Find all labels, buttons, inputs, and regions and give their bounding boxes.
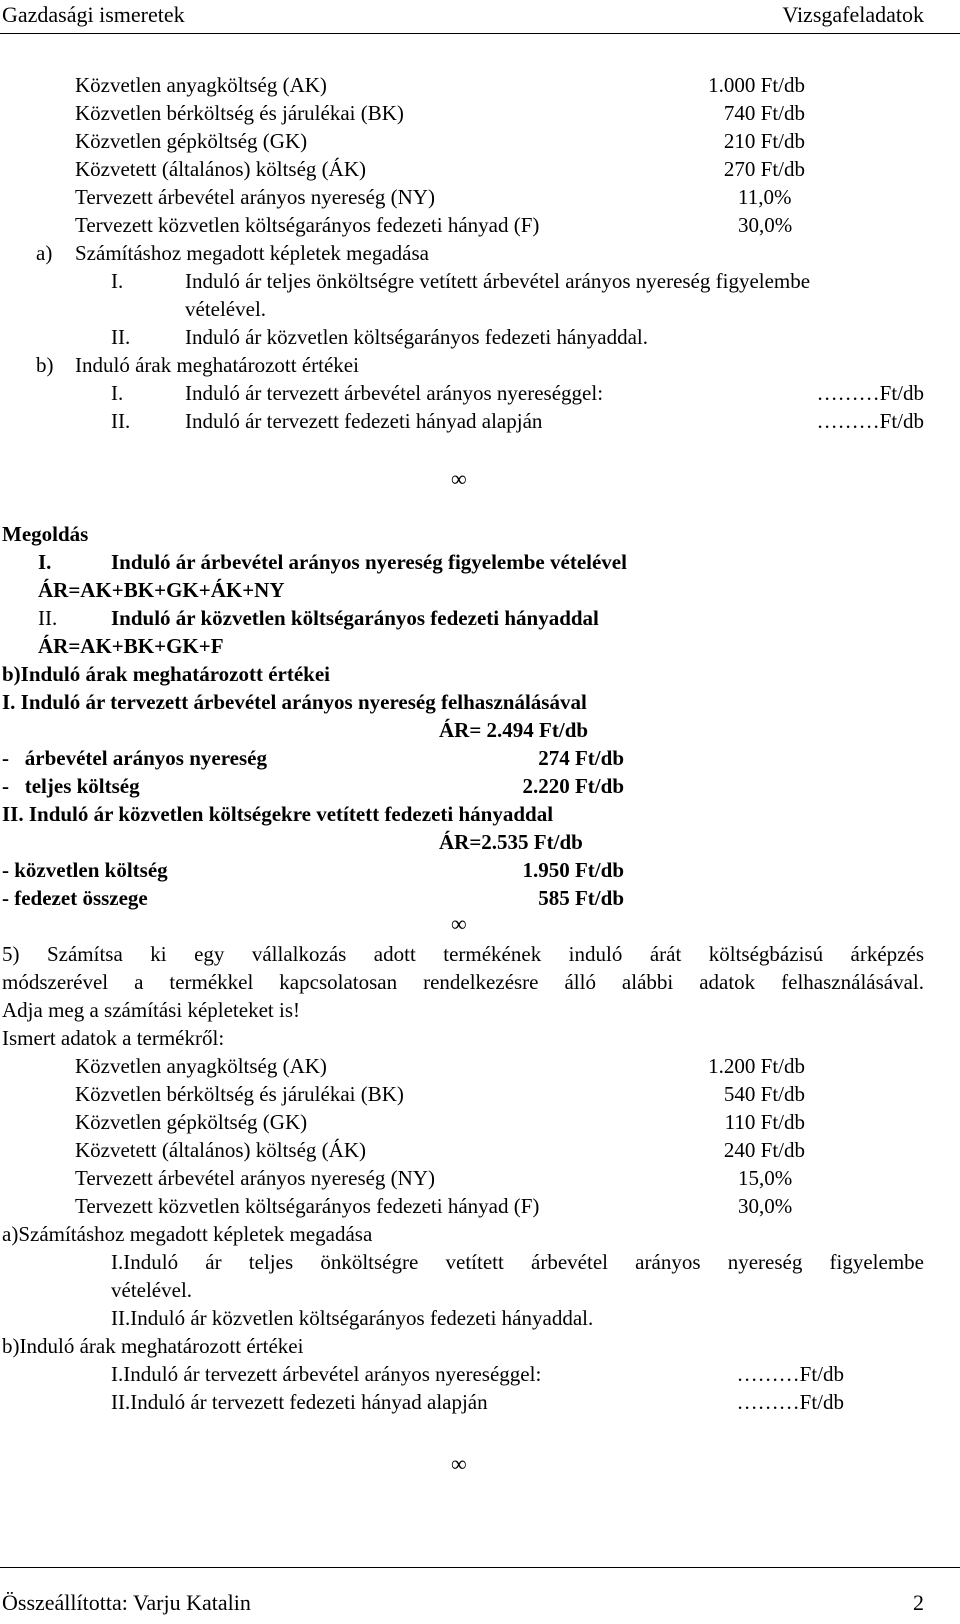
sol-row3-value: 1.950 Ft/db (522, 858, 624, 882)
t5-intro-line1: 5) Számítsa ki egy vállalkozás adott termékének induló árát költségbázisú árképzés (2, 942, 924, 966)
t1-label-gk: Közvetlen gépköltség (GK) (75, 129, 308, 153)
sol-l3-num: II. (38, 606, 58, 630)
t1-value-ak2: 270 Ft/db (723, 157, 805, 181)
t1-b-mark: b) (36, 353, 54, 377)
t1-label-bk: Közvetlen bérköltség és járulékai (BK) (75, 101, 404, 125)
t5-label-gk: Közvetlen gépköltség (GK) (75, 1110, 308, 1134)
t1-value-bk: 740 Ft/db (723, 101, 805, 125)
t5-label-ny: Tervezett árbevétel arányos nyereség (NY) (75, 1166, 436, 1190)
sol-row3-label: - közvetlen költség (2, 858, 168, 882)
t1-b2-num: II. (111, 409, 131, 433)
t1-b1-text: Induló ár tervezett árbevétel arányos nyereséggel: (185, 381, 604, 405)
sol-row2-label: - teljes költség (2, 774, 140, 798)
sol-formula-2: ÁR=AK+BK+GK+F (38, 634, 224, 658)
t1-a2-text: Induló ár közvetlen költségarányos fedezeti hányaddal. (185, 325, 648, 349)
header-left: Gazdasági ismeretek (2, 2, 185, 27)
t1-a1-text2: vételével. (185, 297, 267, 321)
sol-row2-value: 2.220 Ft/db (522, 774, 624, 798)
t5-label-bk: Közvetlen bérköltség és járulékai (BK) (75, 1082, 404, 1106)
t5-b1-text: I.Induló ár tervezett árbevétel arányos nyereséggel: (111, 1362, 542, 1386)
t1-a1-text: Induló ár teljes önköltségre vetített árbevétel arányos nyereség figyelembe (185, 269, 811, 293)
sol-row4-value: 585 Ft/db (538, 886, 624, 910)
t5-label-ak: Közvetlen anyagköltség (AK) (75, 1054, 327, 1078)
t5-intro-line3: Adja meg a számítási képleteket is! (2, 998, 300, 1022)
header-right: Vizsgafeladatok (782, 2, 924, 27)
sol-row4-label: - fedezet összege (2, 886, 148, 910)
t1-b2-value: ………Ft/db (816, 409, 924, 433)
t5-value-ak: 1.200 Ft/db (708, 1054, 805, 1078)
t5-intro-line2: módszerével a termékkel kapcsolatosan rendelkezésre álló alábbi adatok felhasználásával. (2, 970, 924, 994)
footer-left: Összeállította: Varju Katalin (2, 1590, 251, 1615)
t1-a-mark: a) (36, 241, 53, 265)
t5-b2-text: II.Induló ár tervezett fedezeti hányad alapján (111, 1390, 488, 1414)
sol-b2-head: II. Induló ár közvetlen költségekre vetített fedezeti hányaddal (2, 802, 554, 826)
t1-value-ny: 11,0% (738, 185, 792, 209)
t1-value-gk: 210 Ft/db (723, 129, 805, 153)
t5-value-f: 30,0% (738, 1194, 793, 1218)
t5-a1-line1: I.Induló ár teljes önköltségre vetített árbevétel arányos nyereség figyelembe (111, 1250, 924, 1274)
sol-row1-label: - árbevétel arányos nyereség (2, 746, 267, 770)
t5-a2: II.Induló ár közvetlen költségarányos fedezeti hányaddal. (111, 1306, 594, 1330)
t1-value-f: 30,0% (738, 213, 793, 237)
solution-title: Megoldás (2, 522, 89, 546)
header-rule (0, 33, 960, 34)
t1-b-text: Induló árak meghatározott értékei (75, 353, 359, 377)
t1-a2-num: II. (111, 325, 131, 349)
infinity-separator-2: ∞ (451, 911, 467, 936)
t1-b2-text: Induló ár tervezett fedezeti hányad alapján (185, 409, 543, 433)
page-number: 2 (913, 1590, 924, 1615)
sol-b1-head: I. Induló ár tervezett árbevétel arányos nyereség felhasználásával (2, 690, 587, 714)
t5-value-bk: 540 Ft/db (723, 1082, 805, 1106)
t1-value-ak: 1.000 Ft/db (708, 73, 805, 97)
infinity-separator-1: ∞ (451, 466, 467, 491)
t5-value-gk: 110 Ft/db (724, 1110, 805, 1134)
sol-l1-num: I. (38, 550, 52, 574)
sol-formula-1: ÁR=AK+BK+GK+ÁK+NY (38, 578, 285, 602)
t1-label-ak2: Közvetett (általános) költség (ÁK) (75, 157, 366, 181)
t5-value-ak2: 240 Ft/db (723, 1138, 805, 1162)
t1-b1-num: I. (111, 381, 124, 405)
t1-label-ny: Tervezett árbevétel arányos nyereség (NY) (75, 185, 436, 209)
t5-label-ak2: Közvetett (általános) költség (ÁK) (75, 1138, 366, 1162)
infinity-separator-3: ∞ (451, 1451, 467, 1476)
t1-a1-num: I. (111, 269, 124, 293)
t1-a-text: Számításhoz megadott képletek megadása (75, 241, 429, 265)
t5-b-head: b)Induló árak meghatározott értékei (2, 1334, 304, 1358)
sol-ar1: ÁR= 2.494 Ft/db (439, 718, 589, 742)
t5-a-head: a)Számításhoz megadott képletek megadása (2, 1222, 373, 1246)
t5-value-ny: 15,0% (738, 1166, 793, 1190)
sol-l1-text: Induló ár árbevétel arányos nyereség figyelembe vételével (111, 550, 627, 574)
sol-row1-value: 274 Ft/db (538, 746, 624, 770)
t5-b1-value: ………Ft/db (736, 1362, 844, 1386)
t5-label-f: Tervezett közvetlen költségarányos fedezeti hányad (F) (75, 1194, 540, 1218)
t5-a1-line2: vételével. (111, 1278, 193, 1302)
t5-known-heading: Ismert adatok a termékről: (2, 1026, 225, 1050)
footer-rule (0, 1567, 960, 1568)
t1-label-ak: Közvetlen anyagköltség (AK) (75, 73, 327, 97)
sol-l3-text: Induló ár közvetlen költségarányos fedezeti hányaddal (111, 606, 599, 630)
t1-b1-value: ………Ft/db (816, 381, 924, 405)
sol-ar2: ÁR=2.535 Ft/db (439, 830, 583, 854)
sol-b-head: b)Induló árak meghatározott értékei (2, 662, 330, 686)
t5-b2-value: ………Ft/db (736, 1390, 844, 1414)
t1-label-f: Tervezett közvetlen költségarányos fedezeti hányad (F) (75, 213, 540, 237)
